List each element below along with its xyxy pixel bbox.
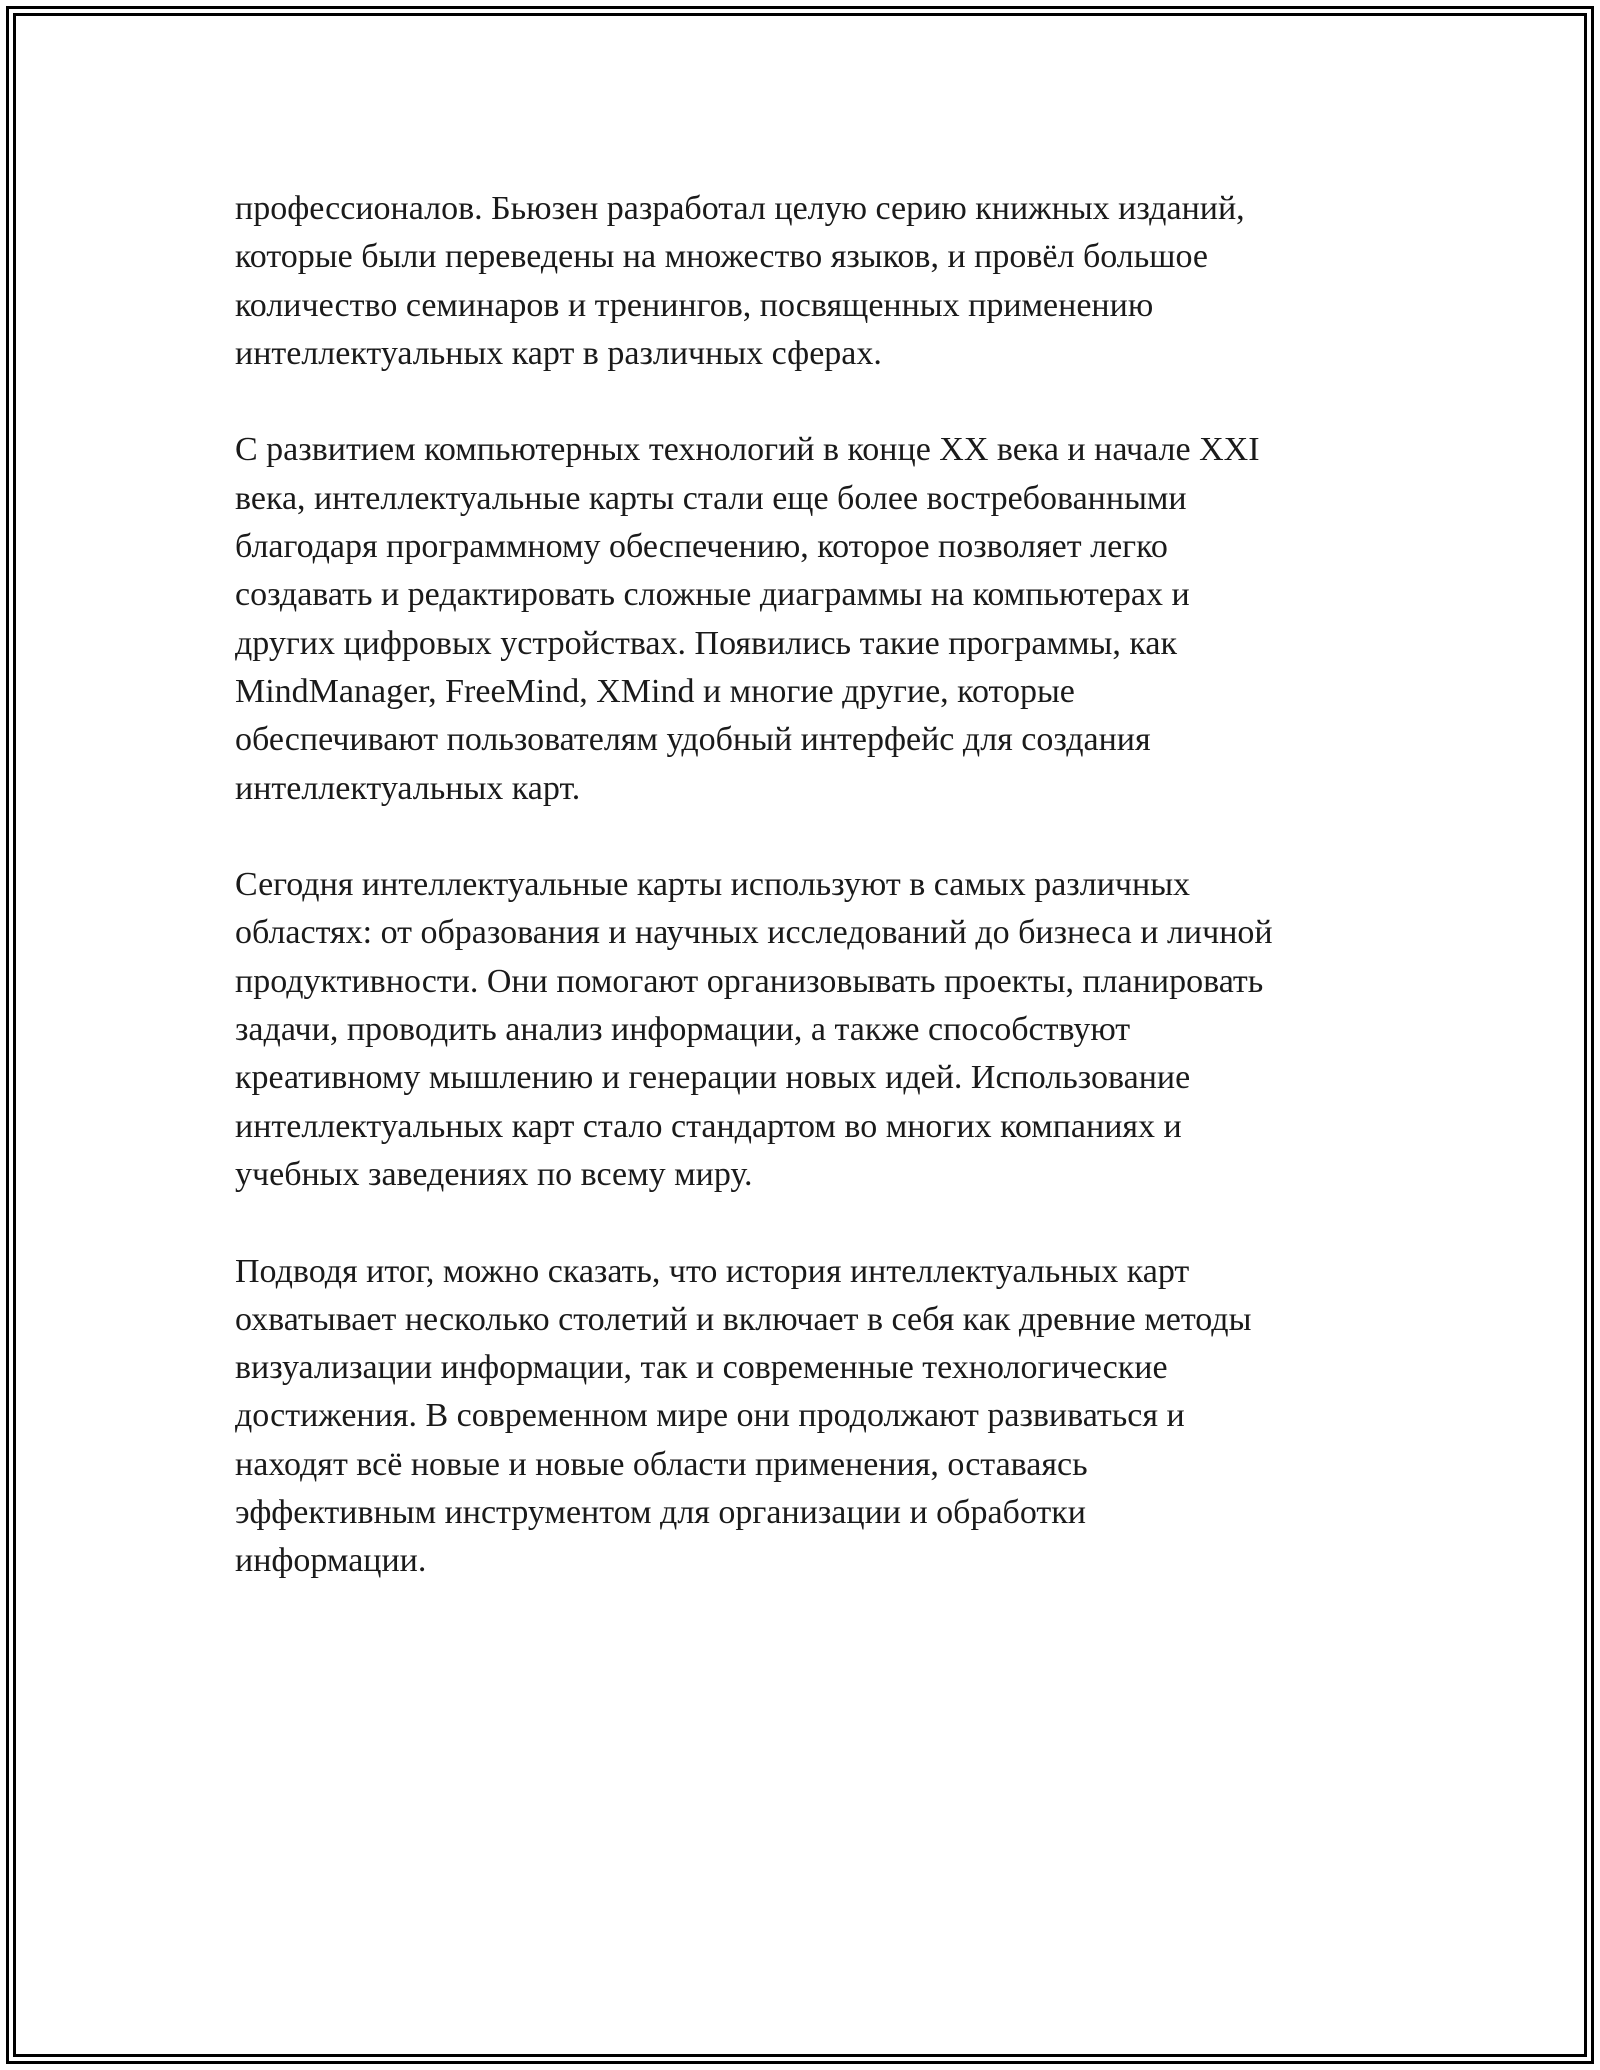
paragraph-2: С развитием компьютерных технологий в конце XX века и начале XXI века, интеллектуальные карты стали еще более востребованными благодаря программному обеспечению, которое позволяет легко создавать и редактировать сложные диаграммы на компьютерах и других цифровых устройствах. Появились такие программы, как MindManager, FreeMind, XMind и многие другие, которые обеспечивают пользователям удобный интерфейс для создания интеллектуальных карт.	[235, 431, 1260, 807]
paragraph-1: профессионалов. Бьюзен разработал целую серию книжных изданий, которые были переведены на множество языков, и провёл большое количество семинаров и тренингов, посвященных применению интеллектуальных карт в различных сферах.	[235, 190, 1245, 372]
paragraph-4: Подводя итог, можно сказать, что история интеллектуальных карт охватывает несколько столетий и включает в себя как древние методы визуализации информации, так и современные технологические достижения. В современном мире они продолжают развиваться и находят всё новые и новые области применения, оставаясь эффективным инструментом для организации и обработки информации.	[235, 1252, 1252, 1580]
document-body	[235, 185, 1385, 1586]
paragraph-3: Сегодня интеллектуальные карты используют в самых различных областях: от образования и научных исследований до бизнеса и личной продуктивности. Они помогают организовывать проекты, планировать задачи, проводить анализ информации, а также способствуют креативному мышлению и генерации новых идей. Использование интеллектуальных карт стало стандартом во многих компаниях и учебных заведениях по всему миру.	[235, 866, 1273, 1193]
